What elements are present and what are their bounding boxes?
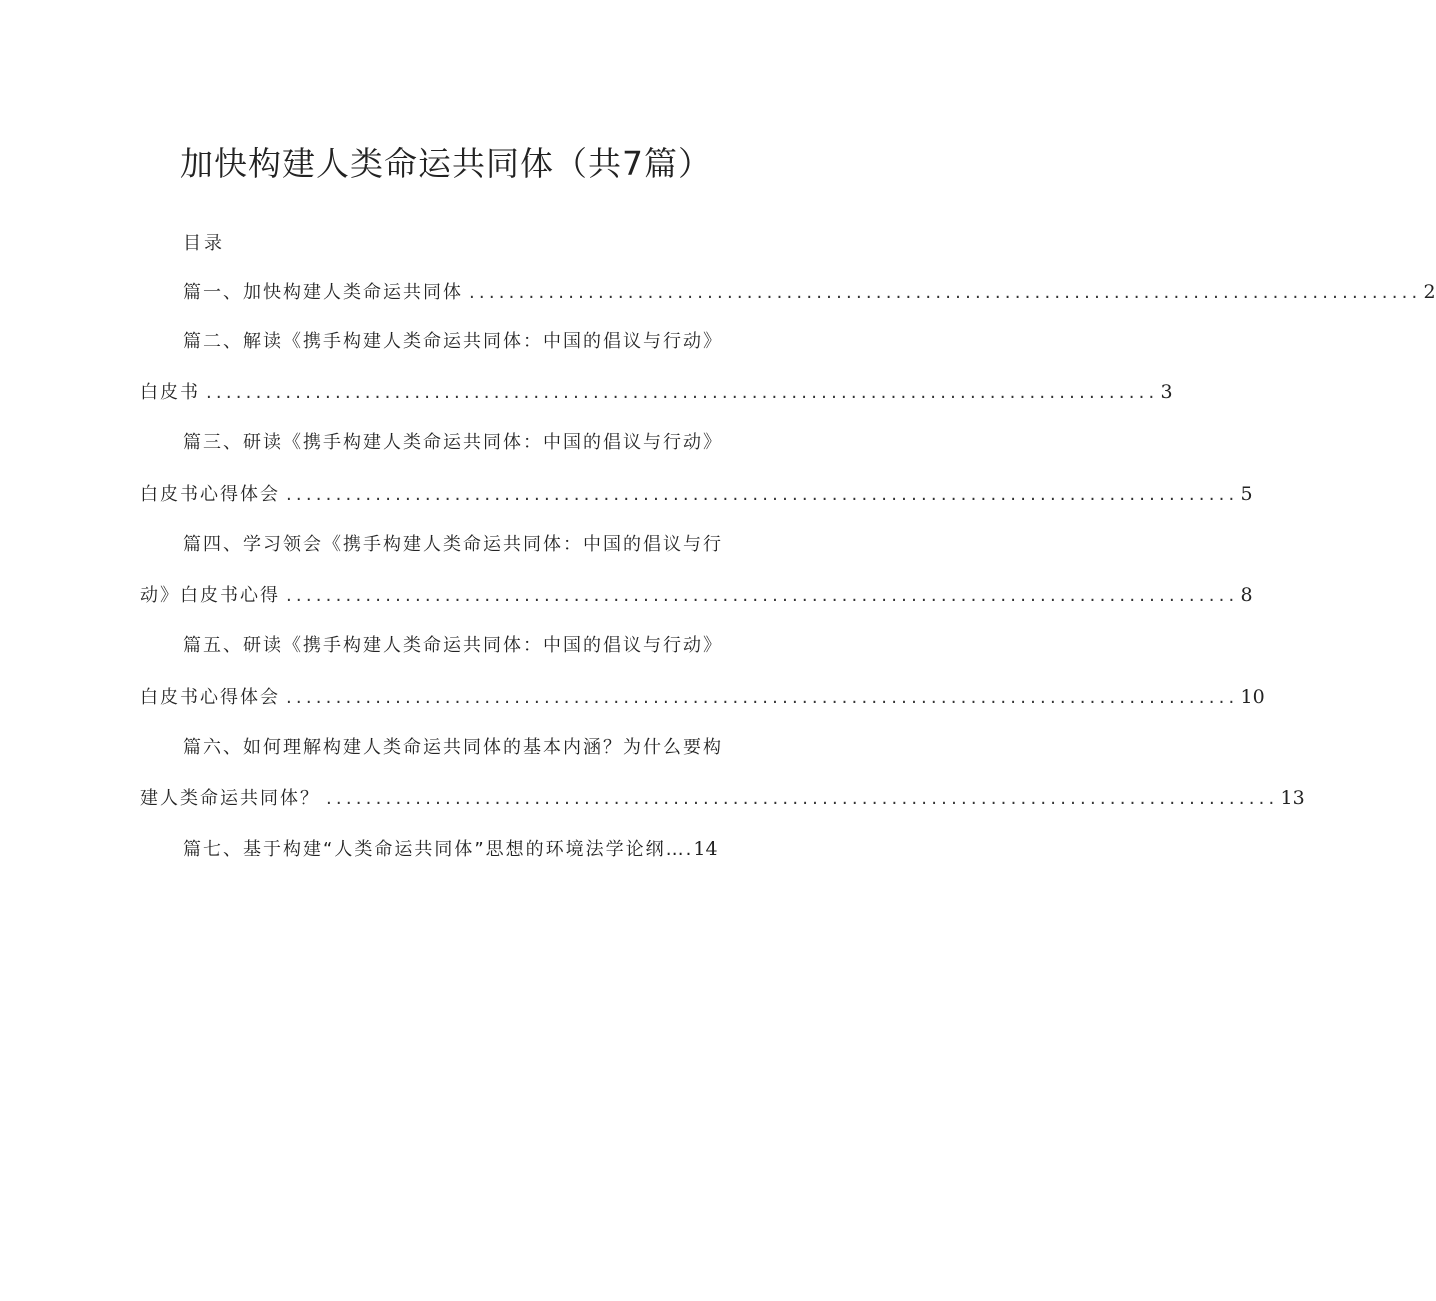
toc-entry-7-title: 篇七、基于构建“人类命运共同体”思想的环境法学论纲…. [183,839,694,860]
toc-entry-2[interactable] [140,379,1173,405]
toc-entry-5-title: 白皮书心得体会 [140,687,280,708]
toc-heading: 目录 [183,233,225,254]
toc-entry-5[interactable] [140,684,1265,710]
toc-entry-1-leader: ................................................................................................ [469,282,1422,303]
toc-entry-6[interactable] [140,785,1305,811]
toc-entry-4-leader: ................................................................................................ [286,585,1239,606]
toc-entry-3[interactable] [140,481,1253,507]
toc-entry-6-title: 建人类命运共同体？ [140,788,320,809]
toc-entry-5-leader: ................................................................................................ [286,687,1239,708]
toc-entry-7[interactable] [183,836,718,862]
toc-entry-5-page: 10 [1240,686,1265,708]
toc-entry-7-page: 14 [693,838,718,860]
toc-entry-1-page: 2 [1423,281,1436,303]
toc-entry-2-page: 3 [1160,381,1173,403]
toc-entry-4-line-1[interactable]: 篇四、学习领会《携手构建人类命运共同体：中国的倡议与行 [183,534,723,555]
toc-entry-3-leader: ................................................................................................ [286,484,1239,505]
toc-entry-1-title: 篇一、加快构建人类命运共同体 [183,282,463,303]
toc-entry-4-title: 动》白皮书心得 [140,585,280,606]
toc-entry-1[interactable] [183,279,1436,305]
toc-entry-6-line-1[interactable]: 篇六、如何理解构建人类命运共同体的基本内涵？为什么要构 [183,737,723,758]
toc-entry-6-leader: ................................................................................................ [326,788,1279,809]
document-title: 加快构建人类命运共同体（共7篇） [180,144,712,183]
toc-entry-3-line-1[interactable]: 篇三、研读《携手构建人类命运共同体：中国的倡议与行动》 [183,432,723,453]
toc-entry-3-page: 5 [1240,483,1253,505]
toc-entry-5-line-1[interactable]: 篇五、研读《携手构建人类命运共同体：中国的倡议与行动》 [183,635,723,656]
toc-entry-2-leader: ................................................................................................ [206,382,1159,403]
toc-entry-2-line-1[interactable]: 篇二、解读《携手构建人类命运共同体：中国的倡议与行动》 [183,331,723,352]
toc-entry-6-page: 13 [1280,787,1305,809]
toc-entry-2-title: 白皮书 [140,382,200,403]
toc-entry-3-title: 白皮书心得体会 [140,484,280,505]
toc-entry-4[interactable] [140,582,1253,608]
toc-entry-4-page: 8 [1240,584,1253,606]
